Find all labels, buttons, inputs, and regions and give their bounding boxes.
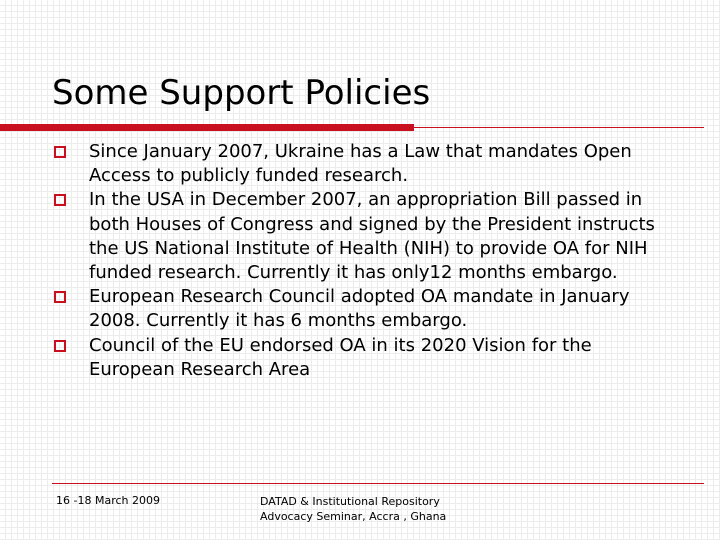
- bullet-item-eu-council: [52, 334, 672, 382]
- slide-title: Some Support Policies: [52, 73, 431, 113]
- footer-seminar-line2: Advocacy Seminar, Accra , Ghana: [260, 510, 447, 523]
- bullet-text: Since January 2007, Ukraine has a Law that mandates Open Access to publicly funded research.: [89, 141, 632, 187]
- bullet-text: Council of the EU endorsed OA in its 2020 Vision for the European Research Area: [89, 334, 592, 380]
- footer-seminar: [260, 494, 446, 524]
- footer-seminar-line1: DATAD & Institutional Repository: [260, 495, 440, 508]
- square-bullet-icon: [54, 340, 66, 352]
- square-bullet-icon: [54, 291, 66, 303]
- bullet-text: In the USA in December 2007, an appropriation Bill passed in both Houses of Congress and signed by the President instructs the US National Institute of Health (NIH) to provide OA for NIH funded research. Currently it has only12 months embargo.: [89, 189, 655, 284]
- bullet-item-ukraine: [52, 140, 672, 188]
- footer-divider: [52, 483, 704, 484]
- title-underline-red: [0, 124, 414, 131]
- bullet-text: European Research Council adopted OA mandate in January 2008. Currently it has 6 months embargo.: [89, 286, 630, 332]
- title-underline-thin: [414, 127, 704, 128]
- bullet-item-erc: [52, 285, 672, 333]
- footer-date: 16 -18 March 2009: [56, 494, 160, 507]
- square-bullet-icon: [54, 146, 66, 158]
- bullet-list: [52, 140, 672, 382]
- square-bullet-icon: [54, 194, 66, 206]
- bullet-item-usa: [52, 188, 672, 285]
